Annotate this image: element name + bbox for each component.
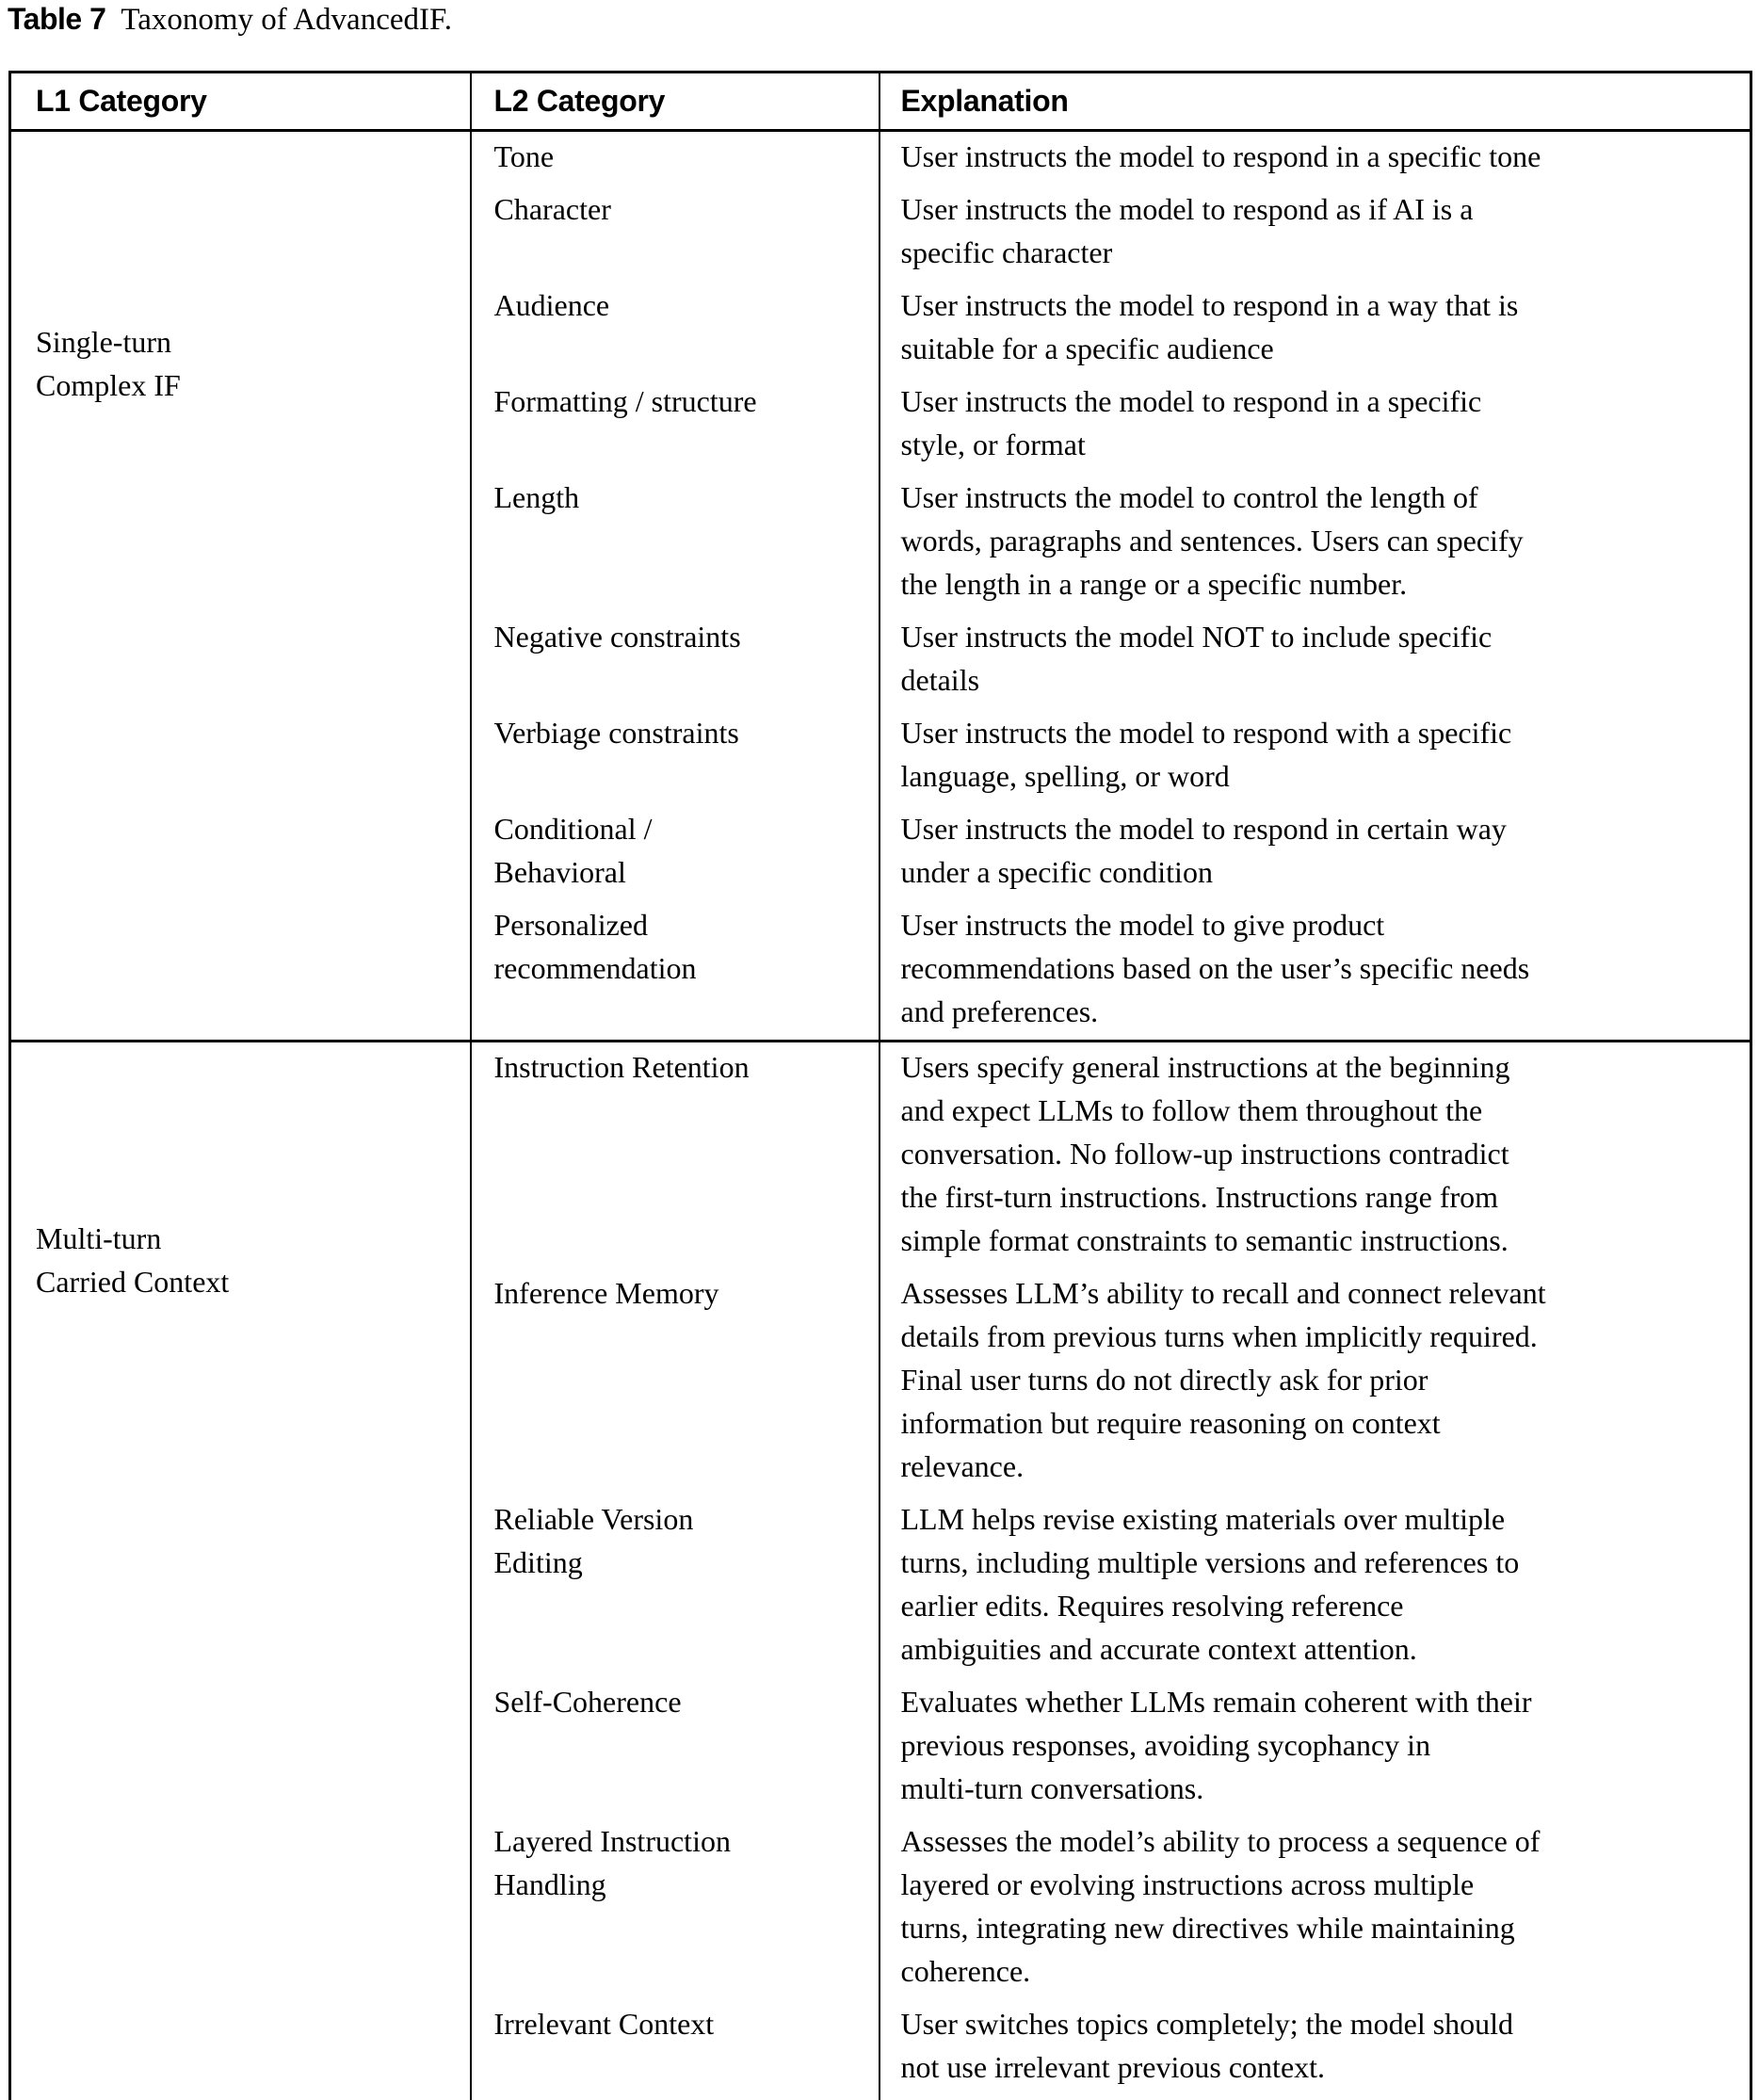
explanation-cell: [880, 900, 1751, 1042]
section-single-turn-complex-if: [10, 131, 1751, 1042]
explanation-line: specific character: [900, 235, 1113, 269]
explanation-cell: [880, 708, 1751, 804]
explanation-line: Assesses the model’s ability to process a sequence of: [900, 1824, 1541, 1858]
explanation-line: conversation. No follow-up instructions contradict: [900, 1137, 1509, 1171]
l2-cell: [471, 1494, 880, 1677]
explanation-cell: [880, 377, 1751, 473]
l2-cell: [471, 900, 880, 1042]
explanation-cell: [880, 473, 1751, 612]
explanation-line: User instructs the model to give product: [900, 908, 1385, 942]
explanation-cell: [880, 1042, 1751, 1269]
explanation-line: words, paragraphs and sentences. Users can specify: [900, 524, 1524, 557]
l2-cell: [471, 612, 880, 708]
table-header: [10, 73, 1751, 131]
l2-label: Editing: [493, 1545, 583, 1579]
explanation-line: coherence.: [900, 1954, 1031, 1988]
explanation-line: Final user turns do not directly ask for prior: [900, 1363, 1428, 1397]
l1-label-line: Multi-turn: [36, 1221, 162, 1255]
explanation-line: and expect LLMs to follow them throughout the: [900, 1093, 1483, 1127]
explanation-line: turns, including multiple versions and references to: [900, 1545, 1520, 1579]
l2-label: Negative constraints: [493, 620, 741, 654]
header-l2-category: L2 Category: [471, 73, 880, 131]
explanation-line: and preferences.: [900, 994, 1099, 1028]
explanation-line: turns, integrating new directives while maintaining: [900, 1911, 1515, 1945]
l2-label: Character: [493, 192, 611, 226]
explanation-line: User instructs the model to respond in certain way: [900, 812, 1507, 846]
explanation-line: language, spelling, or word: [900, 759, 1230, 793]
table-title: [8, 2, 452, 38]
l2-cell: [471, 1999, 880, 2100]
explanation-line: the length in a range or a specific number.: [900, 567, 1408, 601]
explanation-cell: [880, 1817, 1751, 1999]
l2-label: Personalized: [493, 908, 648, 942]
explanation-cell: [880, 1677, 1751, 1817]
explanation-line: LLM helps revise existing materials over multiple: [900, 1502, 1506, 1536]
l2-cell: [471, 1268, 880, 1494]
explanation-line: under a specific condition: [900, 855, 1213, 889]
l2-cell: [471, 1817, 880, 1999]
l2-cell: [471, 708, 880, 804]
explanation-cell: [880, 1999, 1751, 2100]
explanation-line: information but require reasoning on context: [900, 1406, 1441, 1440]
explanation-line: relevance.: [900, 1449, 1025, 1483]
explanation-line: Assesses LLM’s ability to recall and connect relevant: [900, 1276, 1546, 1310]
explanation-cell: [880, 185, 1751, 281]
l2-label: Instruction Retention: [493, 1050, 750, 1084]
l2-label: Tone: [493, 139, 555, 173]
explanation-line: style, or format: [900, 428, 1086, 461]
explanation-line: User instructs the model NOT to include specific: [900, 620, 1493, 654]
explanation-cell: [880, 1494, 1751, 1677]
explanation-line: User instructs the model to respond with a specific: [900, 716, 1512, 750]
l2-cell: [471, 185, 880, 281]
explanation-line: User instructs the model to respond in a specific: [900, 384, 1482, 418]
l1-label-line: Single-turn: [36, 325, 171, 359]
explanation-line: details: [900, 663, 980, 697]
l2-cell: [471, 377, 880, 473]
l2-cell: [471, 1042, 880, 1269]
explanation-line: User switches topics completely; the model should: [900, 2007, 1514, 2041]
l1-cell-multi-turn: [10, 1042, 471, 2100]
explanation-line: multi-turn conversations.: [900, 1771, 1204, 1805]
l2-label: Inference Memory: [493, 1276, 719, 1310]
header-row: [10, 73, 1751, 131]
explanation-line: layered or evolving instructions across multiple: [900, 1867, 1475, 1901]
l2-label: Handling: [493, 1867, 606, 1901]
l2-cell: [471, 131, 880, 186]
explanation-line: Users specify general instructions at the beginning: [900, 1050, 1510, 1084]
section-multi-turn-carried-context: [10, 1042, 1751, 2100]
explanation-line: ambiguities and accurate context attention.: [900, 1632, 1417, 1666]
explanation-line: previous responses, avoiding sycophancy in: [900, 1728, 1431, 1762]
l2-cell: [471, 473, 880, 612]
explanation-cell: [880, 1268, 1751, 1494]
l2-cell: [471, 1677, 880, 1817]
header-explanation: Explanation: [880, 73, 1751, 131]
l2-label: Behavioral: [493, 855, 626, 889]
l2-label: Conditional /: [493, 812, 653, 846]
l1-label-line: Carried Context: [36, 1265, 230, 1299]
explanation-line: User instructs the model to respond as if AI is a: [900, 192, 1474, 226]
table-row: [10, 1042, 1751, 1269]
explanation-cell: [880, 612, 1751, 708]
explanation-line: User instructs the model to control the length of: [900, 480, 1478, 514]
l2-label: Irrelevant Context: [493, 2007, 715, 2041]
explanation-line: suitable for a specific audience: [900, 331, 1274, 365]
explanation-line: details from previous turns when implicitly required.: [900, 1319, 1538, 1353]
l2-label: Verbiage constraints: [493, 716, 739, 750]
l2-label: Reliable Version: [493, 1502, 694, 1536]
explanation-cell: [880, 281, 1751, 377]
explanation-line: the first-turn instructions. Instructions range from: [900, 1180, 1499, 1214]
l2-label: Layered Instruction: [493, 1824, 731, 1858]
table-number: Table 7: [8, 2, 106, 36]
l1-cell-single-turn: [10, 131, 471, 1042]
header-l1-category: L1 Category: [10, 73, 471, 131]
l2-label: Audience: [493, 288, 610, 322]
explanation-line: Evaluates whether LLMs remain coherent with their: [900, 1685, 1532, 1719]
l2-cell: [471, 804, 880, 900]
explanation-line: User instructs the model to respond in a way that is: [900, 288, 1519, 322]
l2-label: Self-Coherence: [493, 1685, 682, 1719]
explanation-line: User instructs the model to respond in a specific tone: [900, 139, 1541, 173]
taxonomy-table: [8, 71, 1752, 2100]
l2-label: Formatting / structure: [493, 384, 757, 418]
l2-cell: [471, 281, 880, 377]
table-caption: Taxonomy of AdvancedIF.: [121, 3, 452, 37]
l2-label: Length: [493, 480, 580, 514]
l2-label: recommendation: [493, 951, 697, 985]
explanation-cell: [880, 804, 1751, 900]
explanation-cell: [880, 131, 1751, 186]
explanation-line: not use irrelevant previous context.: [900, 2050, 1326, 2084]
explanation-line: simple format constraints to semantic instructions.: [900, 1223, 1509, 1257]
l1-label-line: Complex IF: [36, 368, 181, 402]
explanation-line: earlier edits. Requires resolving reference: [900, 1589, 1404, 1623]
table-row: [10, 131, 1751, 186]
explanation-line: recommendations based on the user’s specific needs: [900, 951, 1530, 985]
